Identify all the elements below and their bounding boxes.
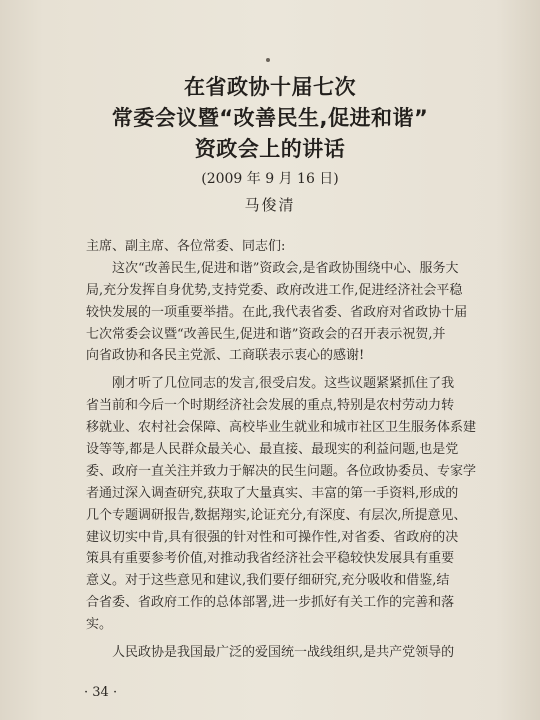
body-line: 委、政府一直关注并致力于解决的民生问题。各位政协委员、专家学 [86,463,477,479]
body-line: 刚才听了几位同志的发言,很受启发。这些议题紧紧抓住了我 [112,376,455,392]
body-line: 人民政协是我国最广泛的爱国统一战线组织,是共产党领导的 [112,645,455,661]
body-line-salutation: 主席、副主席、各位常委、同志们: [86,239,286,254]
title-line-3: 资政会上的讲话 [194,137,346,161]
body-line: 几个专题调研报告,数据翔实,论证充分,有深度、有层次,所提意见、 [86,507,467,523]
body-line: 局,充分发挥自身优势,支持党委、政府改进工作,促进经济社会平稳 [86,282,463,298]
body-line: 这次“改善民生,促进和谐”资政会,是省政协围绕中心、服务大 [112,260,459,276]
body-line: 设等等,都是人民群众最关心、最直接、最现实的利益问题,也是党 [86,442,459,458]
body-line: 较快发展的一项重要举措。在此,我代表省委、省政府对省政协十届 [86,304,468,320]
body-line: 策具有重要参考价值,对推动我省经济社会平稳较快发展具有重要 [86,551,455,567]
body-line: 移就业、农村社会保障、高校毕业生就业和城市社区卫生服务体系建 [86,420,477,436]
speech-date: (2009 年 9 月 16 日) [201,171,339,187]
body-line: 者通过深入调查研究,获取了大量真实、丰富的第一手资料,形成的 [86,485,459,501]
body-line: 建议切实中肯,具有很强的针对性和可操作性,对省委、省政府的决 [86,529,459,545]
title-line-2: 常委会议暨“改善民生,促进和谐” [111,106,429,130]
speech-author: 马俊清 [244,196,296,214]
body-line: 合省委、省政府工作的总体部署,进一步抓好有关工作的完善和落 [86,595,455,611]
body-line: 七次常委会议暨“改善民生,促进和谐”资政会的召开表示祝贺,并 [86,326,446,342]
body-line: 向省政协和各民主党派、工商联表示衷心的感谢! [86,348,365,364]
body-line: 实。 [86,617,113,633]
title-line-1: 在省政协十届七次 [184,75,356,99]
body-line: 意义。对于这些意见和建议,我们要仔细研究,充分吸收和借鉴,结 [86,573,450,589]
speech-header [0,72,540,215]
print-speck [266,58,270,62]
speech-body [86,236,496,664]
body-line: 省当前和今后一个时期经济社会发展的重点,特别是农村劳动力转 [86,398,455,414]
page-number: · 34 · [84,685,118,700]
